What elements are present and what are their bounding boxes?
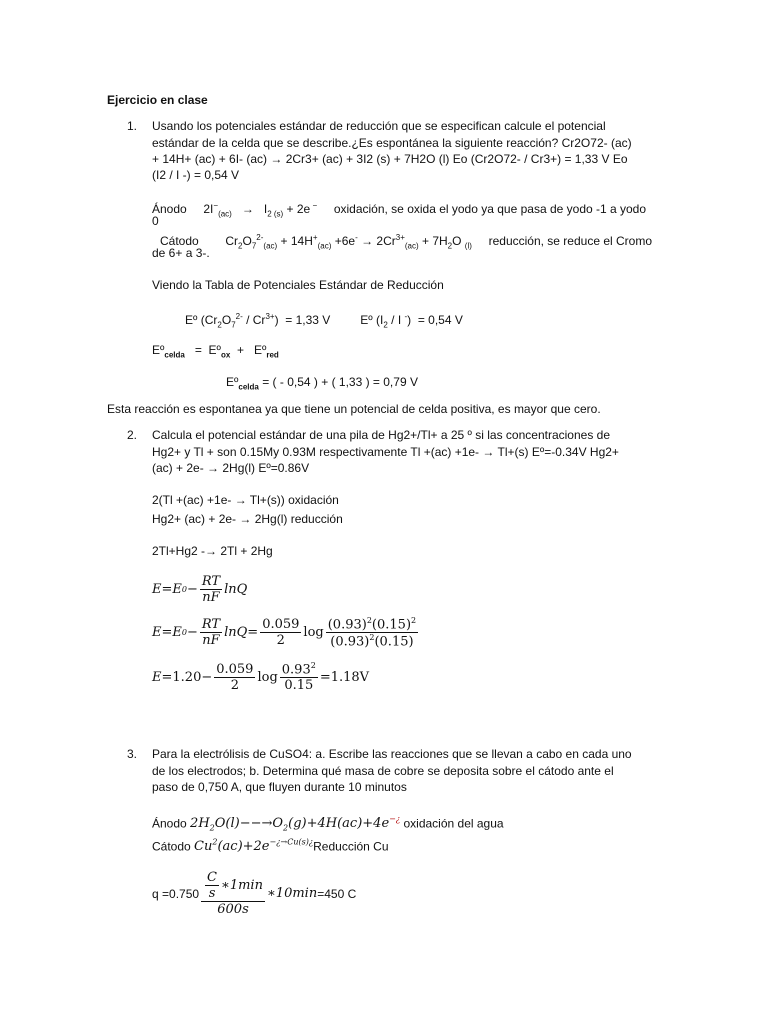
nernst-equation-3: E =1.20− $\frac{0.059}{2}$ log $\frac{0.93^2}{0.15}$ =1.18V bbox=[152, 661, 370, 694]
q1-line-1: Usando los potenciales estándar de reducción que se especifican calcule el potencial bbox=[152, 119, 606, 133]
anodo-description: oxidación, se oxida el yodo ya que pasa de yodo -1 a yodo bbox=[333, 202, 647, 216]
e1-value: = 1,33 V bbox=[285, 313, 331, 327]
anodo-label: Ánodo bbox=[152, 202, 187, 216]
q3-line-3: paso de 0,750 A, que fluyen durante 10 minutos bbox=[152, 780, 407, 794]
q1-ecelda-calc: Eº$_{celda}$ = ( - 0,54 ) + ( 1,33 ) = 0,79 V bbox=[226, 375, 418, 392]
q1-line-2: estándar de la celda que se describe.¿Es espontánea la siguiente reacción? Cr2O72- (ac) bbox=[152, 136, 632, 150]
q-label: q =0.750 bbox=[152, 886, 200, 901]
q1-ecelda-formula: Eº$_{celda}$ = Eº$_{ox}$ + Eº$_{red}$ bbox=[152, 343, 279, 360]
q1-line-3: + 14H+ (ac) + 6I- (ac) → 2Cr3+ (ac) + 3I2 (s) + 7H2O (l) Eo (Cr2O72- / Cr3+) = 1,33 V Eo bbox=[152, 152, 628, 166]
q1-catodo-tail: de 6+ a 3-. bbox=[152, 246, 210, 260]
question-1-number: 1. bbox=[126, 119, 137, 133]
q3-catodo-description: Reducción Cu bbox=[313, 839, 389, 854]
q3-line-1: Para la electrólisis de CuSO4: a. Escribe las reacciones que se llevan a cabo en cada uno bbox=[152, 747, 632, 761]
ecelda-value: = ( - 0,54 ) + ( 1,33 ) = 0,79 V bbox=[262, 375, 418, 389]
q1-potentials bbox=[185, 309, 463, 333]
q3-charge-equation: q =0.750 $\frac{C}{s}$ ∗1min 600s ∗10min =450 C bbox=[152, 870, 357, 917]
q1-conclusion: Esta reacción es espontanea ya que tiene un potencial de celda positiva, es mayor que cero. bbox=[107, 402, 601, 416]
q1-line-4: (I2 / I -) = 0,54 V bbox=[152, 168, 240, 182]
anodo-equation: $2I^-_{(ac)} \to I_{2 (s)} + 2e$ − bbox=[190, 201, 318, 219]
q1-anodo-tail: 0 bbox=[152, 214, 159, 228]
q2-line-2: Hg2+ y Tl + son 0.15My 0.93M respectivamente Tl +(ac) +1e- → Tl+(s) Eº=-0.34V Hg2+ bbox=[152, 445, 619, 459]
e2-value: = 0,54 V bbox=[417, 313, 463, 327]
question-3-number: 3. bbox=[126, 747, 137, 761]
q3-anodo-line bbox=[152, 812, 504, 837]
catodo-description: reducción, se reduce el Cromo bbox=[488, 234, 653, 248]
equation-3-result: =1.18V bbox=[319, 669, 370, 685]
q1-catodo-line bbox=[160, 230, 652, 254]
q3-anodo-label: Ánodo bbox=[152, 816, 187, 831]
q-result: =450 C bbox=[317, 886, 357, 901]
q1-anodo-line bbox=[152, 198, 646, 222]
e1-expression: Eº $(Cr_2O_7^{2-} / Cr^{3+})$ bbox=[185, 312, 286, 330]
q3-catodo-label: Cátodo bbox=[152, 839, 191, 854]
question-2-number: 2. bbox=[126, 428, 137, 442]
q1-tabla: Viendo la Tabla de Potenciales Estándar de Reducción bbox=[152, 278, 444, 292]
nernst-equation-2: E=E 0 − $\frac{RT}{nF}$ lnQ= $\frac{0.059}{2}$ log $\frac{(0.93)^2(0.15)^2}{(0.93)^2(0.15)}$ bbox=[152, 616, 417, 650]
q2-line-1: Calcula el potencial estándar de una pila de Hg2+/Tl+ a 25 º si las concentraciones de bbox=[152, 428, 611, 442]
catodo-label: Cátodo bbox=[160, 234, 199, 248]
q2-line-3: (ac) + 2e- → 2Hg(l) Eº=0.86V bbox=[152, 461, 310, 475]
q2-reaction-1: 2(Tl +(ac) +1e- → Tl+(s)) oxidación bbox=[152, 493, 339, 507]
q2-reaction-3: 2Tl+Hg2 -→ 2Tl + 2Hg bbox=[152, 544, 273, 558]
heading: Ejercicio en clase bbox=[107, 93, 208, 107]
nernst-equation-1: E=E 0 − $\frac{RT}{nF}$ lnQ bbox=[152, 574, 248, 605]
q3-catodo-line bbox=[152, 835, 389, 855]
q3-anodo-equation: $2H_2O(l)--\to O_2(g)+4H(ac)+4e^{-¿}$ bbox=[190, 815, 401, 833]
q3-catodo-equation: $Cu^2(ac)+2e^{-¿\to Cu(s)¿}$ bbox=[194, 838, 314, 855]
catodo-equation: $Cr_2O_7^{2-}_{(ac)} + 14H^+_{(ac)} +6e^- \to 2Cr^{3+}_{(ac)} + 7H_2O$ $_{(l)}$ bbox=[202, 233, 472, 251]
e2-expression: Eº ($I_2$ / I -) bbox=[333, 312, 418, 330]
q2-reaction-2: Hg2+ (ac) + 2e- → 2Hg(l) reducción bbox=[152, 512, 343, 526]
q3-anodo-description: oxidación del agua bbox=[403, 816, 504, 831]
q3-line-2: de los electrodos; b. Determina qué masa de cobre se deposita sobre el cátodo ante el bbox=[152, 764, 614, 778]
